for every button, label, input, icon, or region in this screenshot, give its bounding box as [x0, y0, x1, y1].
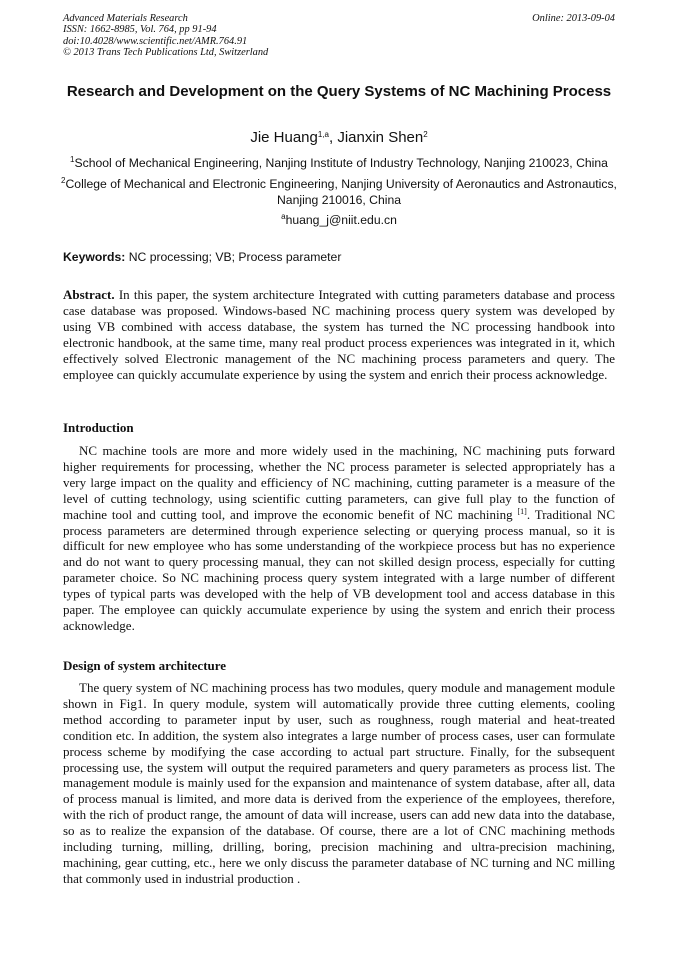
author-affiliation-mark: 2 [423, 130, 428, 139]
author-email [60, 213, 618, 229]
author-list [63, 129, 615, 147]
affiliation-text: College of Mechanical and Electronic Engineering, Nanjing University of Aeronautics and Astronautics, Nanjing 210016, China [65, 177, 617, 207]
author-name: Jie Huang [250, 129, 318, 146]
abstract-label: Abstract. [63, 287, 115, 302]
email-link[interactable]: huang_j@niit.edu.cn [285, 213, 397, 227]
affiliation-mark: 1 [70, 155, 75, 164]
doi-line: doi:10.4028/www.scientific.net/AMR.764.91 [63, 35, 248, 47]
author-separator: , [328, 129, 338, 146]
affiliation-1 [60, 156, 618, 172]
abstract-paragraph [63, 287, 615, 382]
online-date: Online: 2013-09-04 [532, 13, 615, 24]
section-heading-introduction: Introduction [63, 420, 134, 435]
abstract-text: In this paper, the system architecture Integrated with cutting parameters database and process case database was proposed. Windows-based NC machining process query system was developed by using VB combined with access database, the system has turned the NC processing handbook into electronic handbook, at the same time, many real product process experiences was integrated in it, which effectively solved Electronic management of the NC machining process parameters and query. The employee can quickly accumulate experience by using the system and enrich their process acknowledge. [63, 287, 615, 382]
affiliation-2 [60, 177, 618, 208]
keywords-label: Keywords: [63, 250, 126, 264]
issn-line: ISSN: 1662-8985, Vol. 764, pp 91-94 [63, 24, 217, 36]
section-heading-design: Design of system architecture [63, 658, 227, 673]
design-paragraph: The query system of NC machining process has two modules, query module and management module shown in Fig1. In query module, system will automatically provide three cutting elements, cooling method according to parameter input by user, such as roughness, rough material and heat-treated condition etc. In addition, the system also integrates a large number of process cases, user can formulate process scheme by modifying the case according to actual part structure. Finally, for the subsequent processing use, the system will output the required parameters and query parameters as process list. The management module is mainly used for the expansion and maintenance of system database, after all, data of process manual is limited, and more data is derived from the experience of the employees, therefore, with the rich of product range, the amount of data will increase, users can add new data into the database, so as to realize the expansion of the database. Of course, there are a lot of CNC machining methods including turning, milling, drilling, boring, precision machining and ultra-precision machining, machining, gear cutting, etc., here we only discuss the parameter database of NC turning and NC milling that commonly used in industrial production . [63, 680, 615, 886]
journal-name: Advanced Materials Research [63, 13, 188, 24]
intro-text: NC machine tools are more and more widely used in the machining, NC machining puts forward higher requirements for processing, whether the NC process parameter is selected appropriately has a very large impact on the quality and efficiency of NC machining, cutting parameter is a measure of the level of cutting technology, using scientific cutting parameters, can give full play to the function of machine tool and cutting tool, and improve the economic benefit of NC machining [63, 443, 615, 522]
running-header [63, 13, 615, 59]
email-mark: a [281, 212, 286, 221]
affiliation-mark: 2 [61, 176, 66, 185]
keywords [63, 250, 615, 265]
introduction-paragraph [63, 443, 615, 634]
keywords-text: NC processing; VB; Process parameter [125, 250, 342, 264]
affiliation-text: School of Mechanical Engineering, Nanjing Institute of Industry Technology, Nanjing 210023, China [74, 156, 608, 170]
author-affiliation-mark: 1,a [317, 130, 329, 139]
citation-link[interactable]: [1] [517, 506, 527, 516]
paper-title: Research and Development on the Query Systems of NC Machining Process [66, 83, 612, 100]
copyright-line: © 2013 Trans Tech Publications Ltd, Switzerland [63, 47, 269, 59]
intro-text-continued: . Traditional NC process parameters are determined through experience selecting or querying process manual, so it is difficult for new employee who has some understanding of the workpiece process but has no experience and do not want to query processing manual, they can not skilled design process, especially for cutting parameter choice. So NC machining process query system integrated with a large number of different types of typical parts was developed with the help of VB development tool and access database in this paper. The employee can quickly accumulate experience by using the system and enrich their process acknowledge. [63, 506, 615, 633]
author-name: Jianxin Shen [337, 129, 424, 146]
